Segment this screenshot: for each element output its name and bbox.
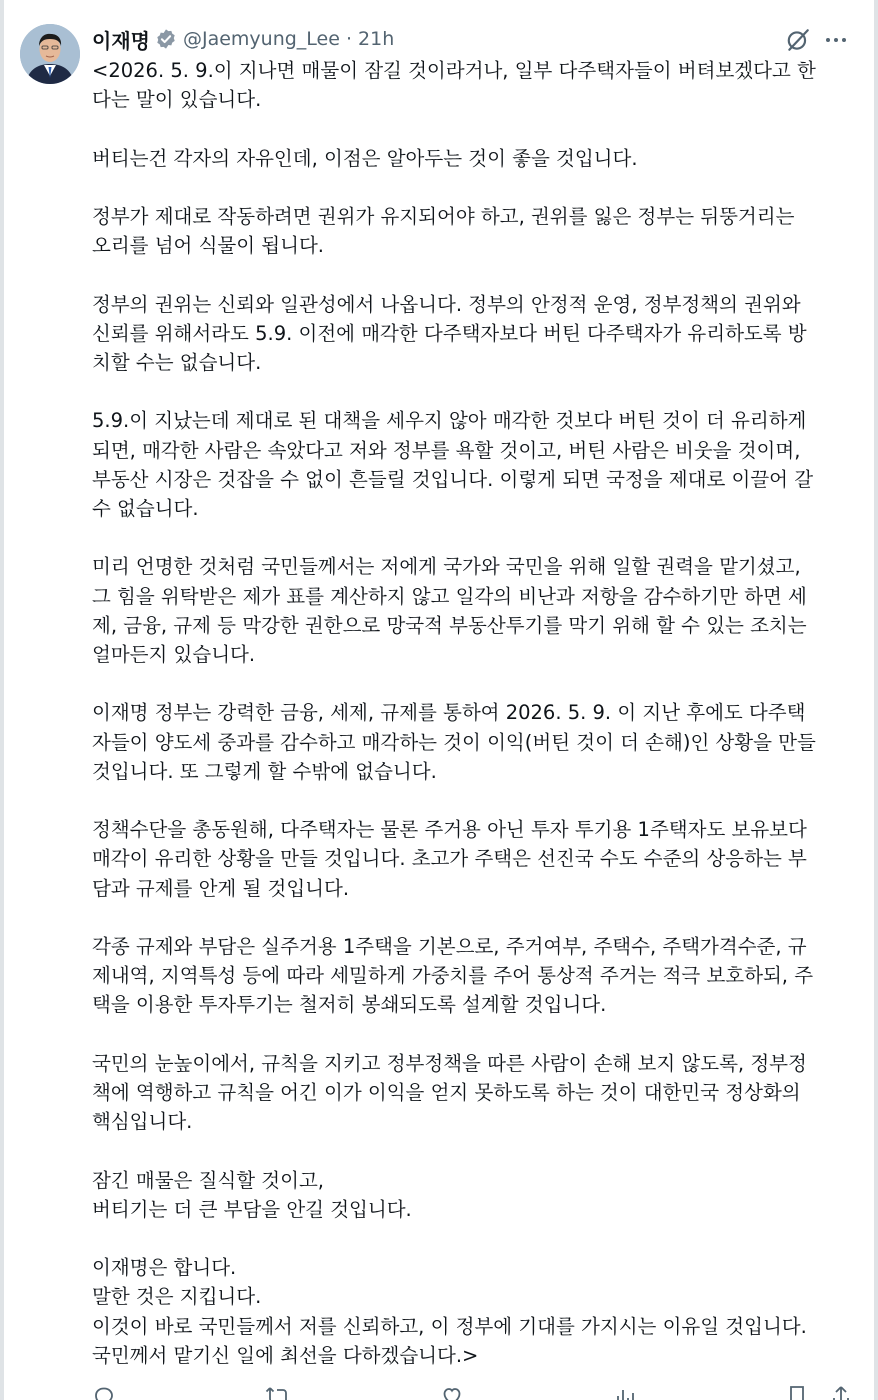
reply-icon (92, 1384, 116, 1400)
views-button[interactable] (613, 1384, 637, 1400)
heart-icon (440, 1384, 464, 1400)
tweet (4, 0, 874, 1400)
text-line: 정부의 권위는 신뢰와 일관성에서 나옵니다. 정부의 안정적 운영, 정부정책의 권위와 (92, 292, 801, 316)
text-line: 수 없습니다. (92, 496, 199, 520)
paragraph-1 (92, 56, 856, 114)
views-icon (613, 1384, 637, 1400)
text-line: 정부가 제대로 작동하려면 권위가 유지되어야 하고, 권위를 잃은 정부는 뒤뚱거리는 (92, 204, 795, 228)
text-line: 잠긴 매물은 질식할 것이고, (92, 1168, 325, 1192)
share-button[interactable] (830, 1384, 852, 1400)
text-line: 택을 이용한 투자투기는 철저히 봉쇄되도록 설계할 것입니다. (92, 993, 607, 1017)
text-line: 부동산 시장은 것잡을 수 없이 흔들릴 것입니다. 이렇게 되면 국정을 제대로 이끌어 갈 (92, 467, 814, 491)
text-line: 국민께서 맡기신 일에 최선을 다하겠습니다.> (92, 1343, 479, 1367)
text-line: 매각이 유리한 상황을 만들 것입니다. 초고가 주택은 선진국 수도 수준의 상응하는 부 (92, 847, 807, 871)
text-line: 이재명 정부는 강력한 금융, 세제, 규제를 통하여 2026. 5. 9. 이 지난 후에도 다주택 (92, 701, 806, 725)
text-line: 이재명은 합니다. (92, 1256, 237, 1280)
paragraph-8 (92, 815, 856, 903)
verified-badge-icon (155, 28, 177, 50)
text-line: 것입니다. 또 그렇게 할 수밖에 없습니다. (92, 759, 437, 783)
text-line: 버티는건 각자의 자유인데, 이점은 알아두는 것이 좋을 것입니다. (92, 146, 638, 170)
avatar[interactable] (20, 24, 80, 84)
retweet-button[interactable] (265, 1384, 291, 1400)
text-line: 다는 말이 있습니다. (92, 88, 262, 112)
tweet-header (92, 24, 394, 54)
paragraph-6 (92, 552, 856, 669)
right-actions (786, 1384, 852, 1400)
paragraph-9 (92, 932, 856, 1020)
action-bar (92, 1384, 852, 1400)
paragraph-2 (92, 144, 856, 173)
text-line: <2026. 5. 9.이 지나면 매물이 잠길 것이라거나, 일부 다주택자들이 버텨보겠다고 한 (92, 59, 816, 82)
author-handle[interactable]: @Jaemyung_Lee (182, 28, 340, 50)
like-button[interactable] (440, 1384, 464, 1400)
text-line: 담과 규제를 안게 될 것입니다. (92, 876, 350, 900)
text-line: 이것이 바로 국민들께서 저를 신뢰하고, 이 정부에 기대를 가지시는 이유일 것입니다. (92, 1314, 807, 1338)
paragraph-5 (92, 406, 856, 523)
paragraph-7 (92, 698, 856, 786)
paragraph-11 (92, 1166, 856, 1224)
text-line: 정책수단을 총동원해, 다주택자는 물론 주거용 아닌 투자 투기용 1주택자도 보유보다 (92, 818, 807, 842)
text-line: 핵심입니다. (92, 1110, 193, 1134)
bookmark-icon (786, 1384, 808, 1400)
text-line: 그 힘을 위탁받은 제가 표를 계산하지 않고 일각의 비난과 저항을 감수하기만 하면 세 (92, 584, 807, 608)
text-line: 신뢰를 위해서라도 5.9. 이전에 매각한 다주택자보다 버틴 다주택자가 유리하도록 방 (92, 321, 807, 345)
text-line: 버티기는 더 큰 부담을 안길 것입니다. (92, 1197, 412, 1221)
text-line: 말한 것은 지킵니다. (92, 1285, 262, 1309)
bookmark-button[interactable] (786, 1384, 808, 1400)
text-line: 미리 언명한 것처럼 국민들께서는 저에게 국가와 국민을 위해 일할 권력을 맡기셨고, (92, 555, 801, 579)
text-line: 제내역, 지역특성 등에 따라 세밀하게 가중치를 주어 통상적 주거는 적극 보호하되, 주 (92, 964, 814, 988)
post-time[interactable]: · 21h (345, 28, 395, 50)
reply-button[interactable] (92, 1384, 116, 1400)
tweet-text (92, 56, 856, 1370)
text-line: 치할 수는 없습니다. (92, 350, 262, 374)
text-line: 되면, 매각한 사람은 속았다고 저와 정부를 욕할 것이고, 버틴 사람은 비웃을 것이며, (92, 438, 801, 462)
more-dots-icon[interactable] (820, 24, 852, 56)
text-line: 제, 금융, 규제 등 막강한 권한으로 망국적 부동산투기를 막기 위해 할 수 있는 조치는 (92, 613, 807, 637)
text-line: 얼마든지 있습니다. (92, 642, 256, 666)
text-line: 자들이 양도세 중과를 감수하고 매각하는 것이 이익(버틴 것이 더 손해)인 상황을 만들 (92, 730, 816, 754)
paragraph-10 (92, 1049, 856, 1137)
right-border (874, 0, 878, 1400)
paragraph-12 (92, 1253, 856, 1370)
paragraph-4 (92, 290, 856, 378)
text-line: 국민의 눈높이에서, 규칙을 지키고 정부정책을 따른 사람이 손해 보지 않도록, 정부정 (92, 1051, 807, 1075)
grok-icon[interactable] (782, 24, 814, 56)
paragraph-3 (92, 202, 856, 260)
text-line: 5.9.이 지났는데 제대로 된 대책을 세우지 않아 매각한 것보다 버틴 것이 더 유리하게 (92, 409, 807, 433)
text-line: 각종 규제와 부담은 실주거용 1주택을 기본으로, 주거여부, 주택수, 주택가격수준, 규 (92, 934, 807, 958)
share-icon (830, 1384, 852, 1400)
author-name[interactable]: 이재명 (92, 28, 150, 53)
text-line: 책에 역행하고 규칙을 어긴 이가 이익을 얻지 못하도록 하는 것이 대한민국 정상화의 (92, 1080, 801, 1104)
text-line: 오리를 넘어 식물이 됩니다. (92, 234, 325, 258)
retweet-icon (265, 1384, 291, 1400)
